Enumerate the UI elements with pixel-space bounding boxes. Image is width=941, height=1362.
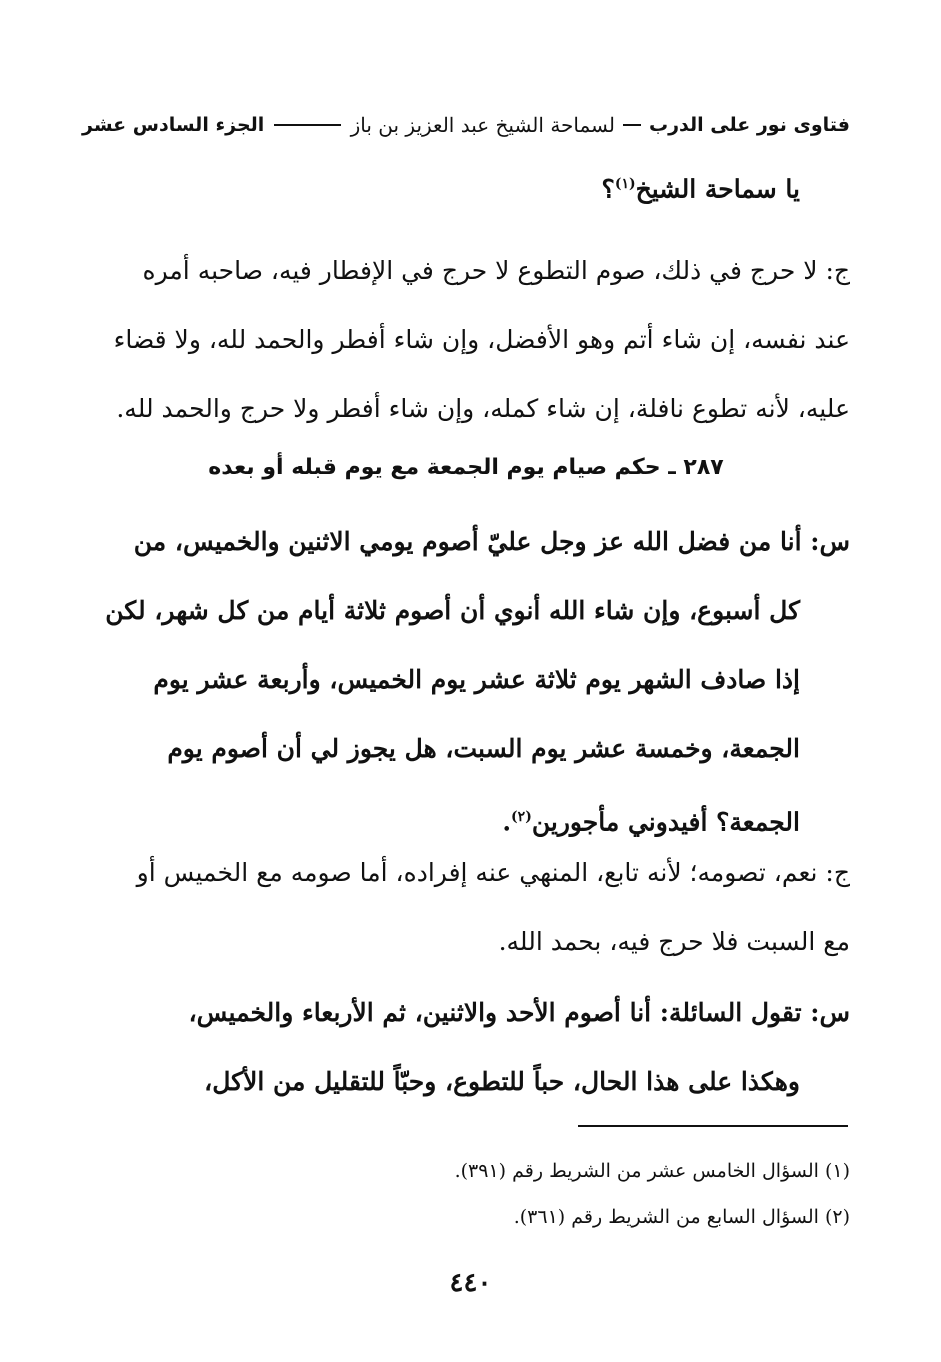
question-2-line-2: كل أسبوع، وإن شاء الله أنوي أن أصوم ثلاثة أيام من كل شهر، لكن [105, 596, 800, 625]
answer-2-line-1: ج: نعم، تصومه؛ لأنه تابع، المنهي عنه إفراده، أما صومه مع الخميس أو [136, 858, 850, 887]
question-2-line-3: إذا صادف الشهر يوم ثلاثة عشر يوم الخميس، وأربعة عشر يوم [153, 665, 800, 694]
footnote-2: (٢) السؤال السابع من الشريط رقم (٣٦١). [513, 1206, 850, 1228]
question-3 [82, 978, 850, 1116]
answer-2 [82, 838, 850, 976]
header-dash [623, 124, 641, 126]
answer-1-line-1: ج: لا حرج في ذلك، صوم التطوع لا حرج في الإفطار فيه، صاحبه أمره [142, 256, 850, 285]
answer-2-line-2: مع السبت فلا حرج فيه، بحمد الله. [498, 927, 850, 956]
continued-question [82, 150, 850, 219]
answer-1-line-3: عليه، لأنه تطوع نافلة، إن شاء كمله، وإن شاء أفطر ولا حرج والحمد لله. [116, 394, 850, 423]
header-rule [274, 124, 340, 126]
page-number: ٤٤٠ [449, 1268, 492, 1298]
question-2-line-4: الجمعة، وخمسة عشر يوم السبت، هل يجوز لي أن أصوم يوم [167, 734, 800, 763]
footnote-ref-1: (١) [614, 176, 636, 192]
book-title: فتاوى نور على الدرب [649, 114, 850, 136]
question-2 [82, 507, 850, 852]
author-credit: لسماحة الشيخ عبد العزيز بن باز [350, 113, 615, 137]
question-3-line-1: س: تقول السائلة: أنا أصوم الأحد والاثنين، ثم الأربعاء والخميس، [188, 998, 850, 1027]
part-label: الجزء السادس عشر [82, 114, 265, 136]
footnotes [82, 1148, 850, 1240]
section-heading: ٢٨٧ ـ حكم صيام يوم الجمعة مع يوم قبله أو بعده [208, 455, 724, 480]
continued-question-line [82, 150, 850, 219]
answer-1-line-2: عند نفسه، إن شاء أتم وهو الأفضل، وإن شاء أفطر والحمد لله، ولا قضاء [113, 325, 850, 354]
question-mark: ؟ [601, 174, 615, 204]
footnote-separator [578, 1125, 848, 1127]
question-2-end-punct: . [502, 807, 512, 837]
footnote-ref-2: (٢) [511, 809, 532, 825]
answer-1 [82, 236, 850, 443]
question-2-last-text: الجمعة؟ أفيدوني مأجورين [531, 807, 800, 837]
footnote-1: (١) السؤال الخامس عشر من الشريط رقم (٣٩١). [454, 1160, 850, 1182]
continued-question-text: يا سماحة الشيخ [635, 174, 800, 204]
question-2-line-1: س: أنا من فضل الله عز وجل عليّ أصوم يومي الاثنين والخميس، من [133, 527, 850, 556]
question-3-line-2: وهكذا على هذا الحال، حباً للتطوع، وحبّاً للتقليل من الأكل، [204, 1067, 800, 1096]
running-header-left-group [351, 113, 850, 137]
running-header [82, 108, 850, 142]
